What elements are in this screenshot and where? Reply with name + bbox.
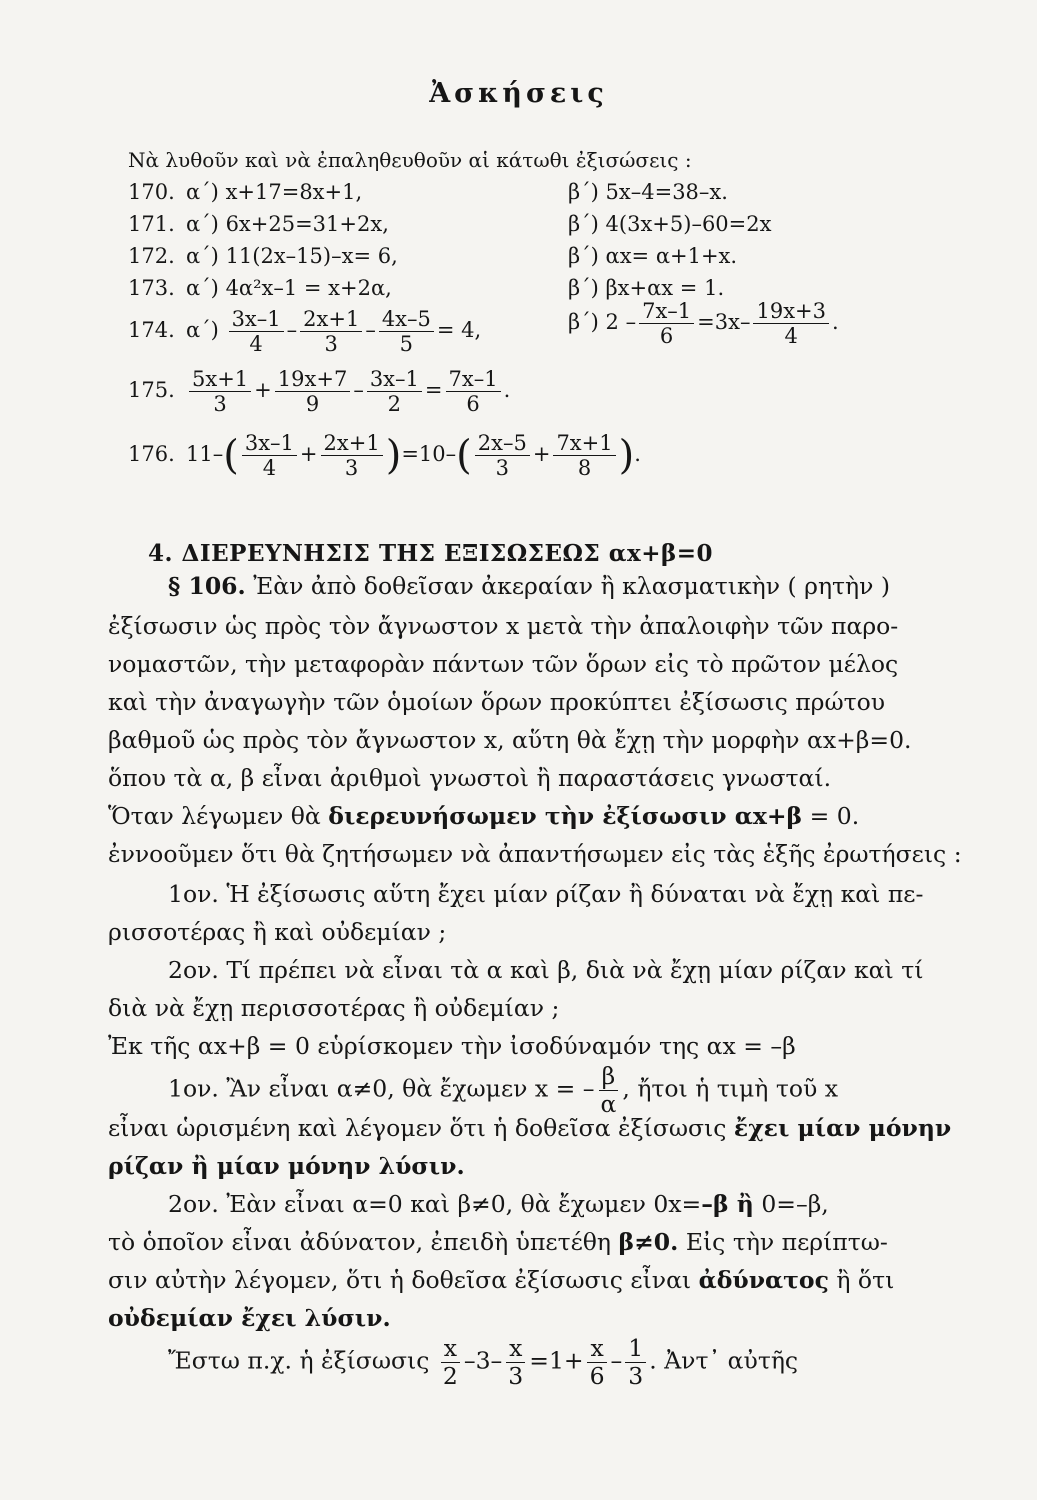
paragraph-line: ἐξίσωσιν ὡς πρὸς τὸν ἄγνωστον x μετὰ τὴν ἀπαλοιφὴν τῶν παρο- bbox=[108, 612, 899, 640]
fraction: $\frac{3x-1}{4}$ bbox=[229, 308, 284, 355]
paragraph-line: 2ον. Τί πρέπει νὰ εἶναι τὰ α καὶ β, διὰ νὰ ἔχῃ μίαν ρίζαν καὶ τί bbox=[168, 956, 924, 984]
page-title: Ἀσκήσεις bbox=[429, 78, 608, 109]
fraction: $\frac{x}{3}$ bbox=[505, 1336, 526, 1388]
paragraph-line: ρισσοτέρας ἢ καὶ οὐδεμίαν ; bbox=[108, 918, 447, 946]
paragraph-line: 2ον. Ἐὰν εἶναι α=0 καὶ β≠0, θὰ ἔχωμεν 0x=–β ἢ 0=–β, bbox=[168, 1190, 829, 1218]
fraction: $\frac{7x-1}{6}$ bbox=[446, 368, 501, 415]
fraction: $\frac{2x-5}{3}$ bbox=[475, 432, 530, 479]
paragraph-line: ρίζαν ἢ μίαν μόνην λύσιν. bbox=[108, 1152, 465, 1180]
exercise-172b: β΄) αx= α+1+x. bbox=[568, 244, 738, 268]
paragraph-line: ἐννοοῦμεν ὅτι θὰ ζητήσωμεν νὰ ἀπαντήσωμεν εἰς τὰς ἑξῆς ἐρωτήσεις : bbox=[108, 840, 962, 868]
paragraph-line: οὐδεμίαν ἔχει λύσιν. bbox=[108, 1304, 391, 1332]
paragraph-line: Ἐκ τῆς αx+β = 0 εὑρίσκομεν τὴν ἰσοδύναμόν της αx = –β bbox=[108, 1032, 796, 1060]
exercise-intro: Νὰ λυθοῦν καὶ νὰ ἐπαληθευθοῦν αἱ κάτωθι ἐξισώσεις : bbox=[128, 148, 692, 172]
paragraph-line: βαθμοῦ ὡς πρὸς τὸν ἄγνωστον x, αὕτη θὰ ἔχῃ τὴν μορφὴν αx+β=0. bbox=[108, 726, 912, 754]
fraction: $\frac{4x-5}{5}$ bbox=[379, 308, 434, 355]
exercise-174a: 174. α΄) $\frac{3x-1}{4}$ – $\frac{2x+1}{3}$ – $\frac{4x-5}{5}$ = 4, bbox=[128, 307, 482, 357]
fraction: $\frac{5x+1}{3}$ bbox=[189, 368, 251, 415]
exercise-171b: β΄) 4(3x+5)–60=2x bbox=[568, 212, 772, 236]
fraction: $\frac{7x+1}{8}$ bbox=[553, 432, 615, 479]
section-heading: 4. ΔΙΕΡΕΥΝΗΣΙΣ ΤΗΣ ΕΞΙΣΩΣΕΩΣ αx+β=0 bbox=[148, 540, 714, 567]
fraction: $\frac{\beta}{\alpha}$ bbox=[600, 1062, 617, 1118]
paragraph-line: εἶναι ὡρισμένη καὶ λέγομεν ὅτι ἡ δοθεῖσα ἐξίσωσις ἔχει μίαν μόνην bbox=[108, 1114, 952, 1142]
exercise-170a: 170. α΄) x+17=8x+1, bbox=[128, 180, 363, 204]
fraction: $\frac{3x-1}{2}$ bbox=[367, 368, 422, 415]
exercise-170b: β΄) 5x–4=38–x. bbox=[568, 180, 728, 204]
paragraph-line: διὰ νὰ ἔχῃ περισσοτέρας ἢ οὐδεμίαν ; bbox=[108, 994, 560, 1022]
paragraph-line: νομαστῶν, τὴν μεταφορὰν πάντων τῶν ὅρων εἰς τὸ πρῶτον μέλος bbox=[108, 650, 899, 678]
fraction: $\frac{3x-1}{4}$ bbox=[242, 432, 297, 479]
fraction: $\frac{2x+1}{3}$ bbox=[300, 308, 362, 355]
fraction: $\frac{x}{2}$ bbox=[440, 1336, 461, 1388]
exercise-172a: 172. α΄) 11(2x–15)–x= 6, bbox=[128, 244, 398, 268]
paragraph-line: 1ον. Ἂν εἶναι α≠0, θὰ ἔχωμεν x = – $\frac{\beta}{\alpha}$ , ἤτοι ἡ τιμὴ τοῦ x bbox=[168, 1062, 838, 1118]
exercise-175: 175. $\frac{5x+1}{3}$ + $\frac{19x+7}{9}$ – $\frac{3x-1}{2}$ = $\frac{7x-1}{6}$ . bbox=[128, 367, 511, 417]
exercise-171a: 171. α΄) 6x+25=31+2x, bbox=[128, 212, 389, 236]
paragraph-line: Ὅταν λέγωμεν θὰ διερευνήσωμεν τὴν ἐξίσωσιν αx+β = 0. bbox=[108, 802, 860, 830]
paragraph-line: 1ον. Ἡ ἐξίσωσις αὕτη ἔχει μίαν ρίζαν ἢ δύναται νὰ ἔχῃ καὶ πε- bbox=[168, 880, 924, 908]
fraction: $\frac{1}{3}$ bbox=[625, 1336, 646, 1388]
paragraph-line: τὸ ὁποῖον εἶναι ἀδύνατον, ἐπειδὴ ὑπετέθη β≠0. Εἰς τὴν περίπτω- bbox=[108, 1228, 888, 1256]
fraction: $\frac{x}{6}$ bbox=[587, 1336, 608, 1388]
paragraph-line: ὅπου τὰ α, β εἶναι ἀριθμοὶ γνωστοὶ ἢ παραστάσεις γνωσταί. bbox=[108, 764, 832, 792]
fraction: $\frac{19x+7}{9}$ bbox=[275, 368, 351, 415]
fraction: $\frac{19x+3}{4}$ bbox=[753, 300, 829, 347]
exercise-173b: β΄) βx+αx = 1. bbox=[568, 276, 725, 300]
exercise-176: 176. 11–( $\frac{3x-1}{4}$ + $\frac{2x+1}{3}$ )=10–( $\frac{2x-5}{3}$ + $\frac{7x+1}{8}$ ). bbox=[128, 431, 641, 481]
fraction: $\frac{7x-1}{6}$ bbox=[639, 300, 694, 347]
paragraph-line: καὶ τὴν ἀναγωγὴν τῶν ὁμοίων ὅρων προκύπτει ἐξίσωσις πρώτου bbox=[108, 688, 886, 716]
paragraph-line: Ἔστω π.χ. ἡ ἐξίσωσις $\frac{x}{2}$ –3– $\frac{x}{3}$ =1+ $\frac{x}{6}$ – $\frac{1}{3}$ . Ἀντ᾽ αὐτῆς bbox=[168, 1334, 799, 1390]
exercise-174b: β΄) 2 – $\frac{7x-1}{6}$ =3x– $\frac{19x+3}{4}$ . bbox=[568, 299, 839, 349]
exercise-173a: 173. α΄) 4α²x–1 = x+2α, bbox=[128, 276, 392, 300]
paragraph-line: § 106. Ἐὰν ἀπὸ δοθεῖσαν ἀκεραίαν ἢ κλασματικὴν ( ρητὴν ) bbox=[168, 572, 891, 600]
paragraph-line: σιν αὐτὴν λέγομεν, ὅτι ἡ δοθεῖσα ἐξίσωσις εἶναι ἀδύνατος ἢ ὅτι bbox=[108, 1266, 895, 1294]
fraction: $\frac{2x+1}{3}$ bbox=[321, 432, 383, 479]
